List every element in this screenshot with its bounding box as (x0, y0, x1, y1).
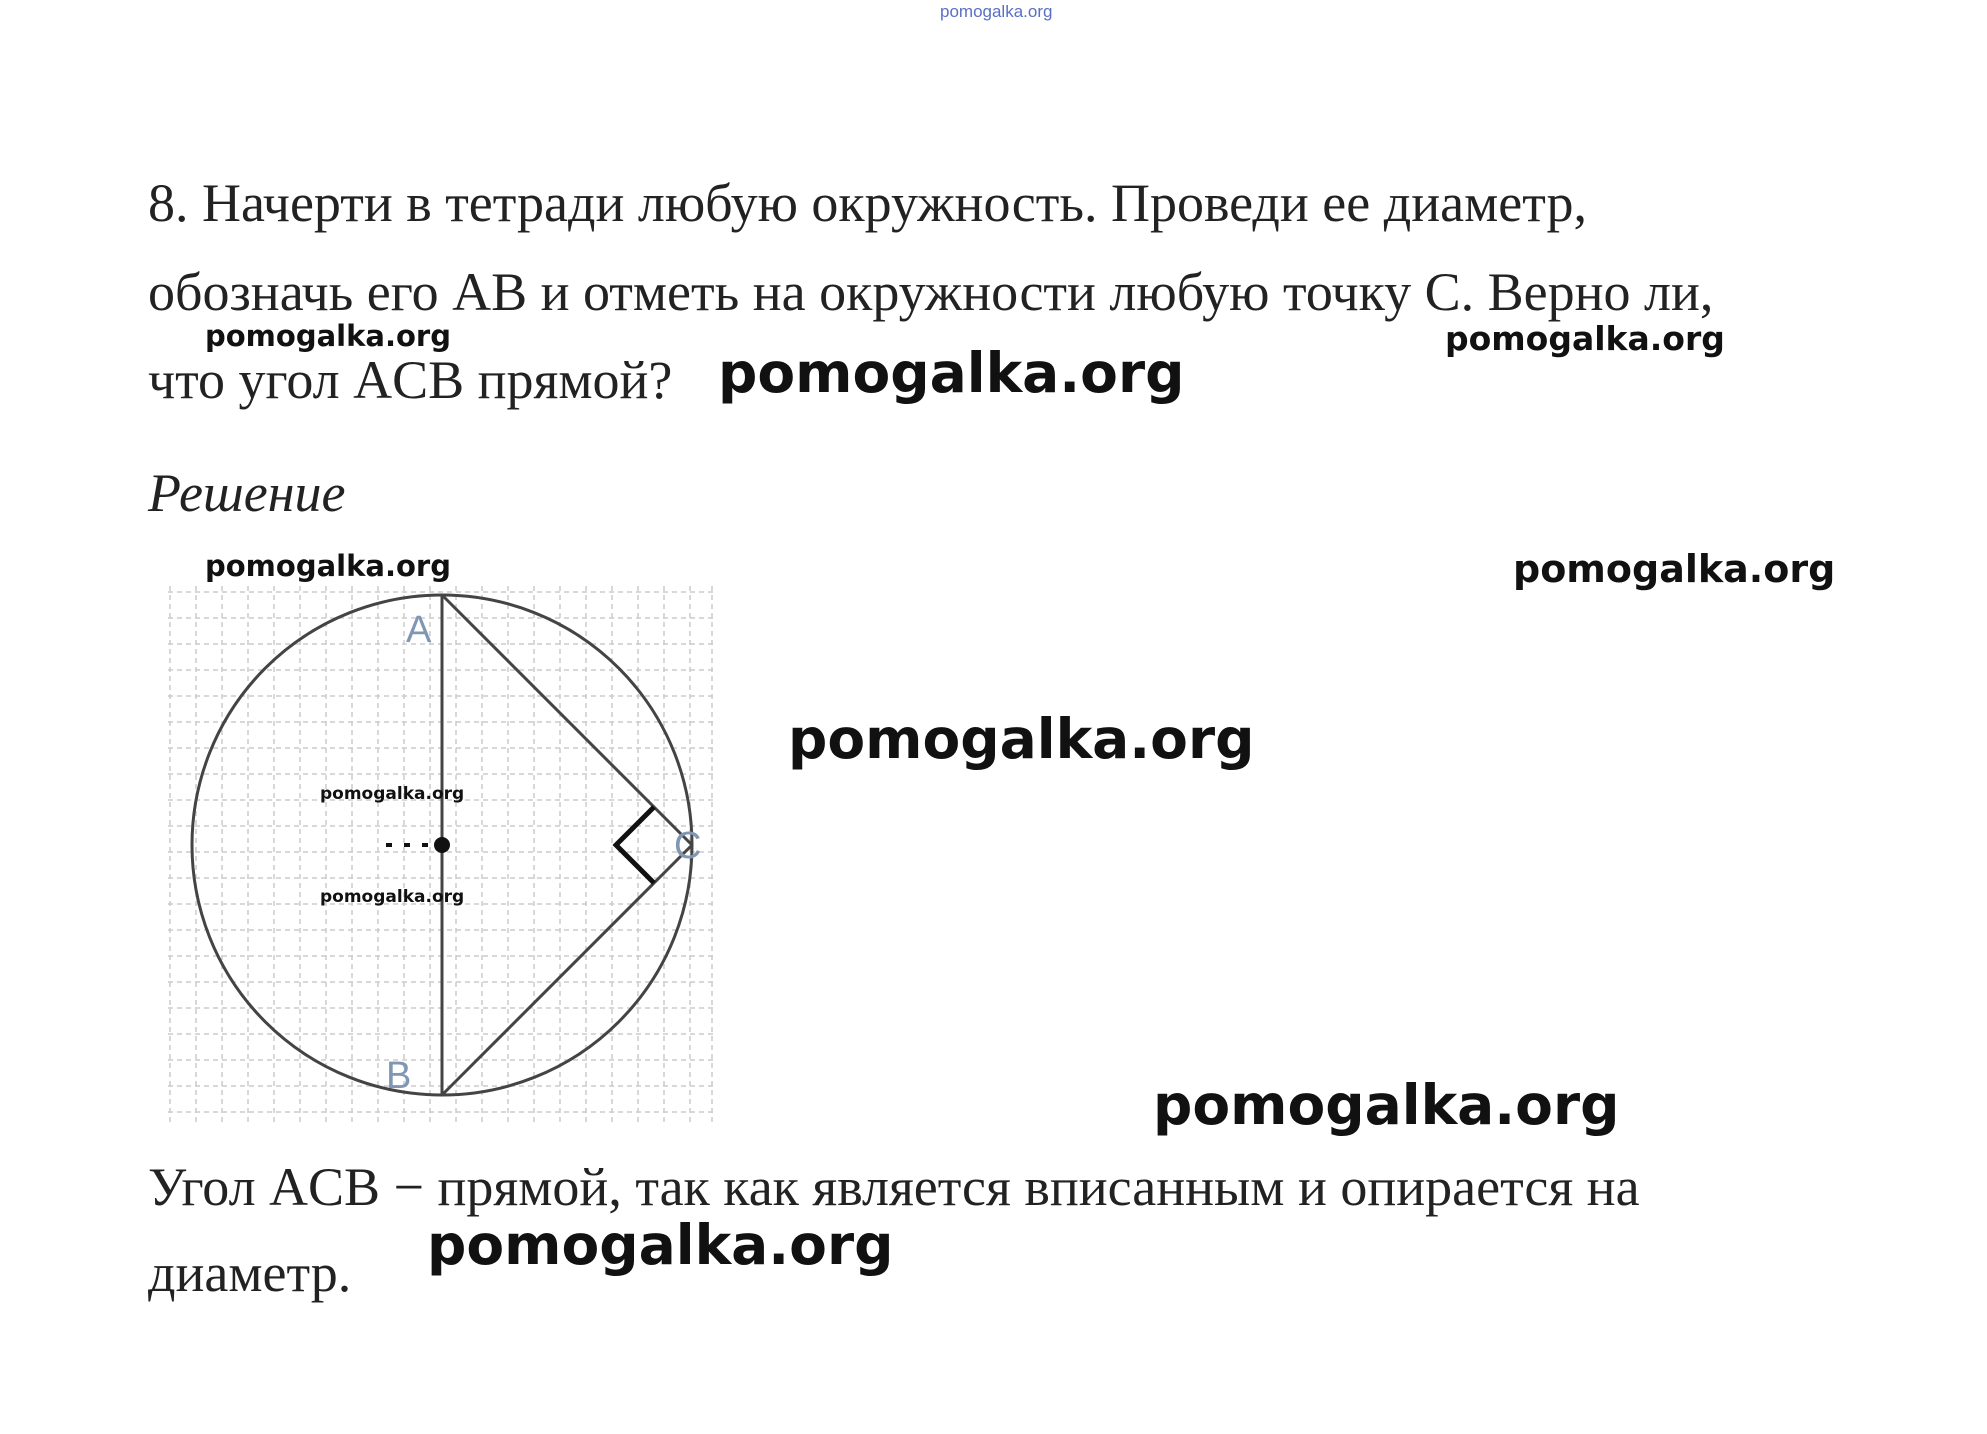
watermark: pomogalka.org (1445, 319, 1725, 358)
watermark: pomogalka.org (1153, 1073, 1620, 1137)
watermark: pomogalka.org (320, 784, 465, 804)
center-point (434, 837, 450, 853)
task-line-1: 8. Начерти в тетради любую окружность. Проведи ее диаметр, (148, 173, 1587, 233)
label-a: A (406, 609, 432, 651)
watermark: pomogalka.org (205, 549, 451, 583)
watermark: pomogalka.org (320, 887, 465, 907)
task-line-2: обозначь его AB и отметь на окружности любую точку C. Верно ли, (148, 262, 1714, 322)
watermark: pomogalka.org (788, 707, 1255, 771)
watermark: pomogalka.org (718, 341, 1185, 405)
right-angle-marker (616, 807, 654, 883)
circle-diagram (160, 580, 720, 1130)
solution-label: Решение (148, 463, 346, 523)
answer-line-2: диаметр. (148, 1243, 352, 1303)
task-line-3: что угол ACB прямой? (148, 350, 673, 410)
header-watermark: pomogalka.org (940, 2, 1053, 21)
watermark: pomogalka.org (427, 1213, 894, 1277)
watermark: pomogalka.org (1513, 547, 1836, 591)
answer-line-1: Угол ACB − прямой, так как является вписанным и опирается на (148, 1157, 1640, 1217)
label-b: B (386, 1055, 412, 1097)
label-c: C (674, 825, 702, 867)
watermark: pomogalka.org (205, 319, 451, 353)
